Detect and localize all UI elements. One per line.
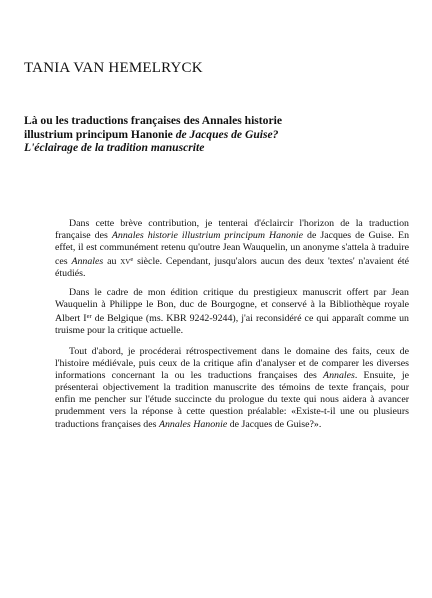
p2-text-b: de Belgique (ms. KBR 9242-9244), j'ai reconsidéré ce qui apparaît comme un truisme pour la critique actuelle. <box>55 313 409 337</box>
p3-annales-hanonie: Annales Hanonie <box>158 418 228 430</box>
paragraph-2 <box>55 287 409 337</box>
p3-text-a: Tout d'abord, je procéderai rétrospectivement dans le domaine des faits, ceux de l'histoire médiévale, puis ceux de la critique afin d'analyser et de comparer les diverses informations concernant la ou les traductions françaises des <box>55 346 409 382</box>
p3-text-e: de Jacques de Guise?». <box>227 418 322 430</box>
p1-text-e: au <box>103 256 121 268</box>
p1-title-annales: Annales historie illustrium principum Hanonie <box>111 230 304 242</box>
p1-annales: Annales <box>71 256 104 268</box>
p2-sup: er <box>86 313 92 321</box>
title-line-1: Là ou les traductions françaises des Annales historie <box>24 114 282 127</box>
title-line-2-italic: de Jacques de Guise? <box>175 127 279 141</box>
article-title <box>24 114 344 155</box>
p1-century: xv <box>120 256 131 268</box>
p2-text-a: Dans le cadre de mon édition critique du prestigieux manuscrit offert par Jean Wauquelin à Philippe le Bon, duc de Bourgogne, et conservé à la Bibliothèque royale Albert I <box>55 287 409 325</box>
title-line-2-bold: illustrium principum Hanonie <box>24 127 176 141</box>
author-heading: TANIA VAN HEMELRYCK <box>24 60 203 76</box>
p3-annales: Annales <box>323 370 355 382</box>
title-line-2 <box>24 128 344 142</box>
p3-text-c: . Ensuite, je présenterai objectivement la tradition manuscrite des témoins de texte français, pour enfin me pencher sur l'étude succincte du prologue du texte qui nous aidera à avancer prudemment vers la réponse à cette question préalable: «Existe-t-il une ou plusieurs traductions françaises des <box>55 370 409 430</box>
p1-century-sup: e <box>130 256 134 264</box>
p1-text-c: de Jacques de Guise. En effet, il est communément retenu qu'outre Jean Wauquelin, un anonyme s'attela à traduire ces <box>55 230 410 268</box>
p1-text-h: siècle. Cependant, jusqu'alors aucun des deux 'textes' n'avaient été étudiés. <box>55 256 409 280</box>
article-subtitle: L'éclairage de la tradition manuscrite <box>24 141 205 154</box>
p1-text-a: Dans cette brève contribution, je tenterai d'éclaircir l'horizon de la traduction française des <box>55 218 409 242</box>
paragraph-1 <box>55 218 409 280</box>
paragraph-3 <box>55 346 409 431</box>
